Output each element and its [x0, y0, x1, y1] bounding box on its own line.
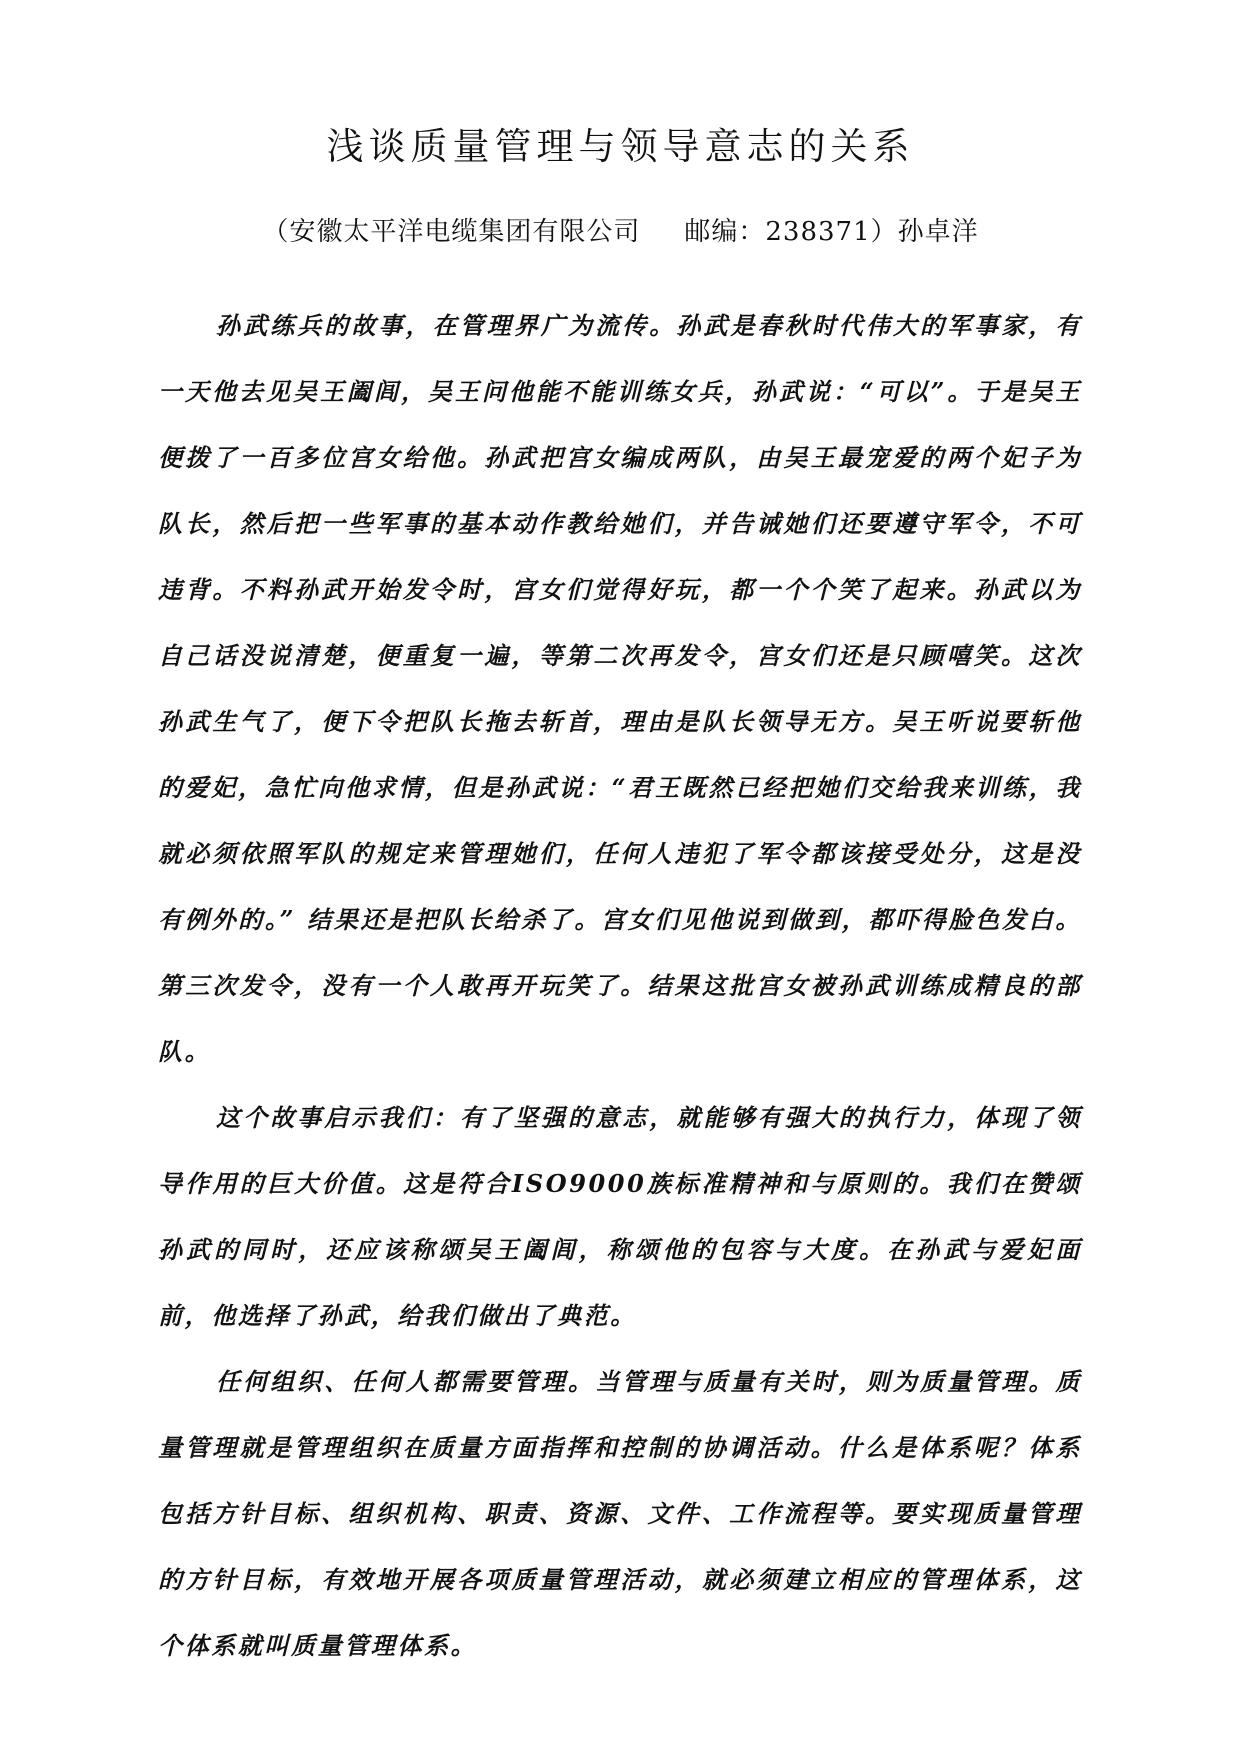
paragraph-quality-management: 任何组织、任何人都需要管理。当管理与质量有关时，则为质量管理。质量管理就是管理组织在质量方面指挥和控制的协调活动。什么是体系呢？体系包括方针目标、组织机构、职责、资源、文件、工作流程等。要实现质量管理的方针目标，有效地开展各项质量管理活动，就必须建立相应的管理体系，这个体系就叫质量管理体系。: [158, 1367, 1082, 1660]
byline-company: （安徽太平洋电缆集团有限公司: [262, 217, 641, 247]
paragraph-sunwu-story: 孙武练兵的故事，在管理界广为流传。孙武是春秋时代伟大的军事家，有一天他去见吴王阖闾，吴王问他能不能训练女兵，孙武说：“可以”。于是吴王便拨了一百多位宫女给他。孙武把宫女编成两队，由吴王最宠爱的两个妃子为队长，然后把一些军事的基本动作教给她们，并告诫她们还要遵守军令，不可违背。不料孙武开始发令时，宫女们觉得好玩，都一个个笑了起来。孙武以为自己话没说清楚，便重复一遍，等第二次再发令，宫女们还是只顾嘻笑。这次孙武生气了，便下令把队长拖去斩首，理由是队长领导无方。吴王听说要斩他的爱妃，急忙向他求情，但是孙武说：“君王既然已经把她们交给我来训练，我就必须依照军队的规定来管理她们，任何人违犯了军令都该接受处分，这是没有例外的。” 结果还是把队长给杀了。宫女们见他说到做到，都吓得脸色发白。第三次发令，没有一个人敢再开玩笑了。结果这批宫女被孙武训练成精良的部队。: [158, 311, 1082, 1066]
document-body: [158, 293, 1082, 1679]
author-byline: [0, 212, 1241, 252]
document-title: 浅谈质量管理与领导意志的关系: [326, 125, 915, 168]
byline-postcode-author: 邮编：238371）孙卓洋: [684, 217, 979, 247]
paragraph-lesson: 这个故事启示我们：有了坚强的意志，就能够有强大的执行力，体现了领导作用的巨大价值。这是符合ISO9000族标准精神和与原则的。我们在赞颂孙武的同时，还应该称颂吴王阖闾，称颂他的包容与大度。在孙武与爱妃面前，他选择了孙武，给我们做出了典范。: [158, 1103, 1082, 1330]
